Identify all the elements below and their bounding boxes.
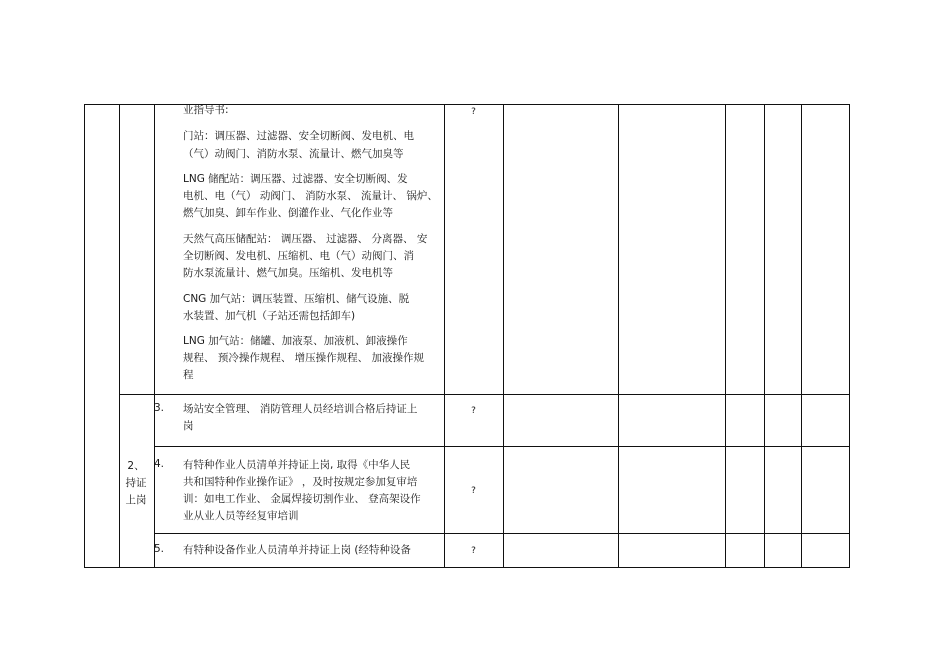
item-text-line: 岗 xyxy=(183,420,194,432)
row-line-3 xyxy=(154,533,850,534)
item-number: 3. xyxy=(154,402,165,414)
guidance-line: 门站：调压器、过滤器、安全切断阀、发电机、电 xyxy=(183,130,414,142)
guidance-line: LNG 储配站：调压器、过滤器、安全切断阀、发 xyxy=(183,173,408,185)
check-mark: ? xyxy=(471,546,476,556)
col-line-4 xyxy=(503,104,504,567)
table-border-left xyxy=(84,104,85,567)
category-label xyxy=(119,458,153,509)
item-text-line: 训：如电工作业、 金属焊接切割作业、 登高架设作 xyxy=(183,493,421,505)
guidance-line: 天然气高压储配站： 调压器、 过滤器、 分离器、 安 xyxy=(183,233,428,245)
col-line-5 xyxy=(618,104,619,567)
check-mark: ? xyxy=(471,107,476,117)
item-text-line: 有特种设备作业人员清单并持证上岗 (经特种设备 xyxy=(183,544,411,556)
item-number: 5. xyxy=(154,543,165,555)
item-text-line: 业从业人员等经复审培训 xyxy=(183,510,299,522)
col-line-8 xyxy=(801,104,802,567)
row-line-1 xyxy=(119,394,850,395)
category-line: 持证 xyxy=(125,477,147,489)
table-border-bottom xyxy=(84,567,850,568)
category-line: 2、 xyxy=(127,460,145,472)
guidance-line: 全切断阀、发电机、压缩机、电（气）动阀门、消 xyxy=(183,250,414,262)
guidance-line: 电机、电（气） 动阀门、 消防水泵、 流量计、 锅炉、 xyxy=(183,190,438,202)
item-number: 4. xyxy=(154,458,165,470)
guidance-line: 业指导书: xyxy=(183,104,229,116)
table-border-right xyxy=(849,104,850,567)
item-text-line: 共和国特种作业操作证》 ，及时按规定参加复审培 xyxy=(183,476,418,488)
guidance-line: 燃气加臭、卸车作业、倒灌作业、气化作业等 xyxy=(183,207,393,219)
guidance-line: LNG 加气站：储罐、加液泵、加液机、卸液操作 xyxy=(183,335,408,347)
category-line: 上岗 xyxy=(125,494,147,506)
guidance-line: 程 xyxy=(183,369,194,381)
col-line-3 xyxy=(444,104,445,567)
check-mark: ? xyxy=(471,406,476,416)
col-line-6 xyxy=(725,104,726,567)
row-line-2 xyxy=(154,446,850,447)
guidance-line: （气）动阀门、消防水泵、流量计、燃气加臭等 xyxy=(183,148,404,160)
guidance-line: 防水泵流量计、燃气加臭。压缩机、发电机等 xyxy=(183,267,393,279)
item-text-line: 有特种作业人员清单并持证上岗, 取得《中华人民 xyxy=(183,459,411,471)
col-line-7 xyxy=(764,104,765,567)
item-text-line: 场站安全管理、 消防管理人员经培训合格后持证上 xyxy=(183,403,418,415)
guidance-line: 水装置、加气机（子站还需包括卸车) xyxy=(183,310,356,322)
col-line-2 xyxy=(154,104,155,567)
guidance-line: 规程、 预冷操作规程、 增压操作规程、 加液操作规 xyxy=(183,352,425,364)
check-mark: ? xyxy=(471,486,476,496)
guidance-line: CNG 加气站：调压装置、压缩机、储气设施、脱 xyxy=(183,293,410,305)
